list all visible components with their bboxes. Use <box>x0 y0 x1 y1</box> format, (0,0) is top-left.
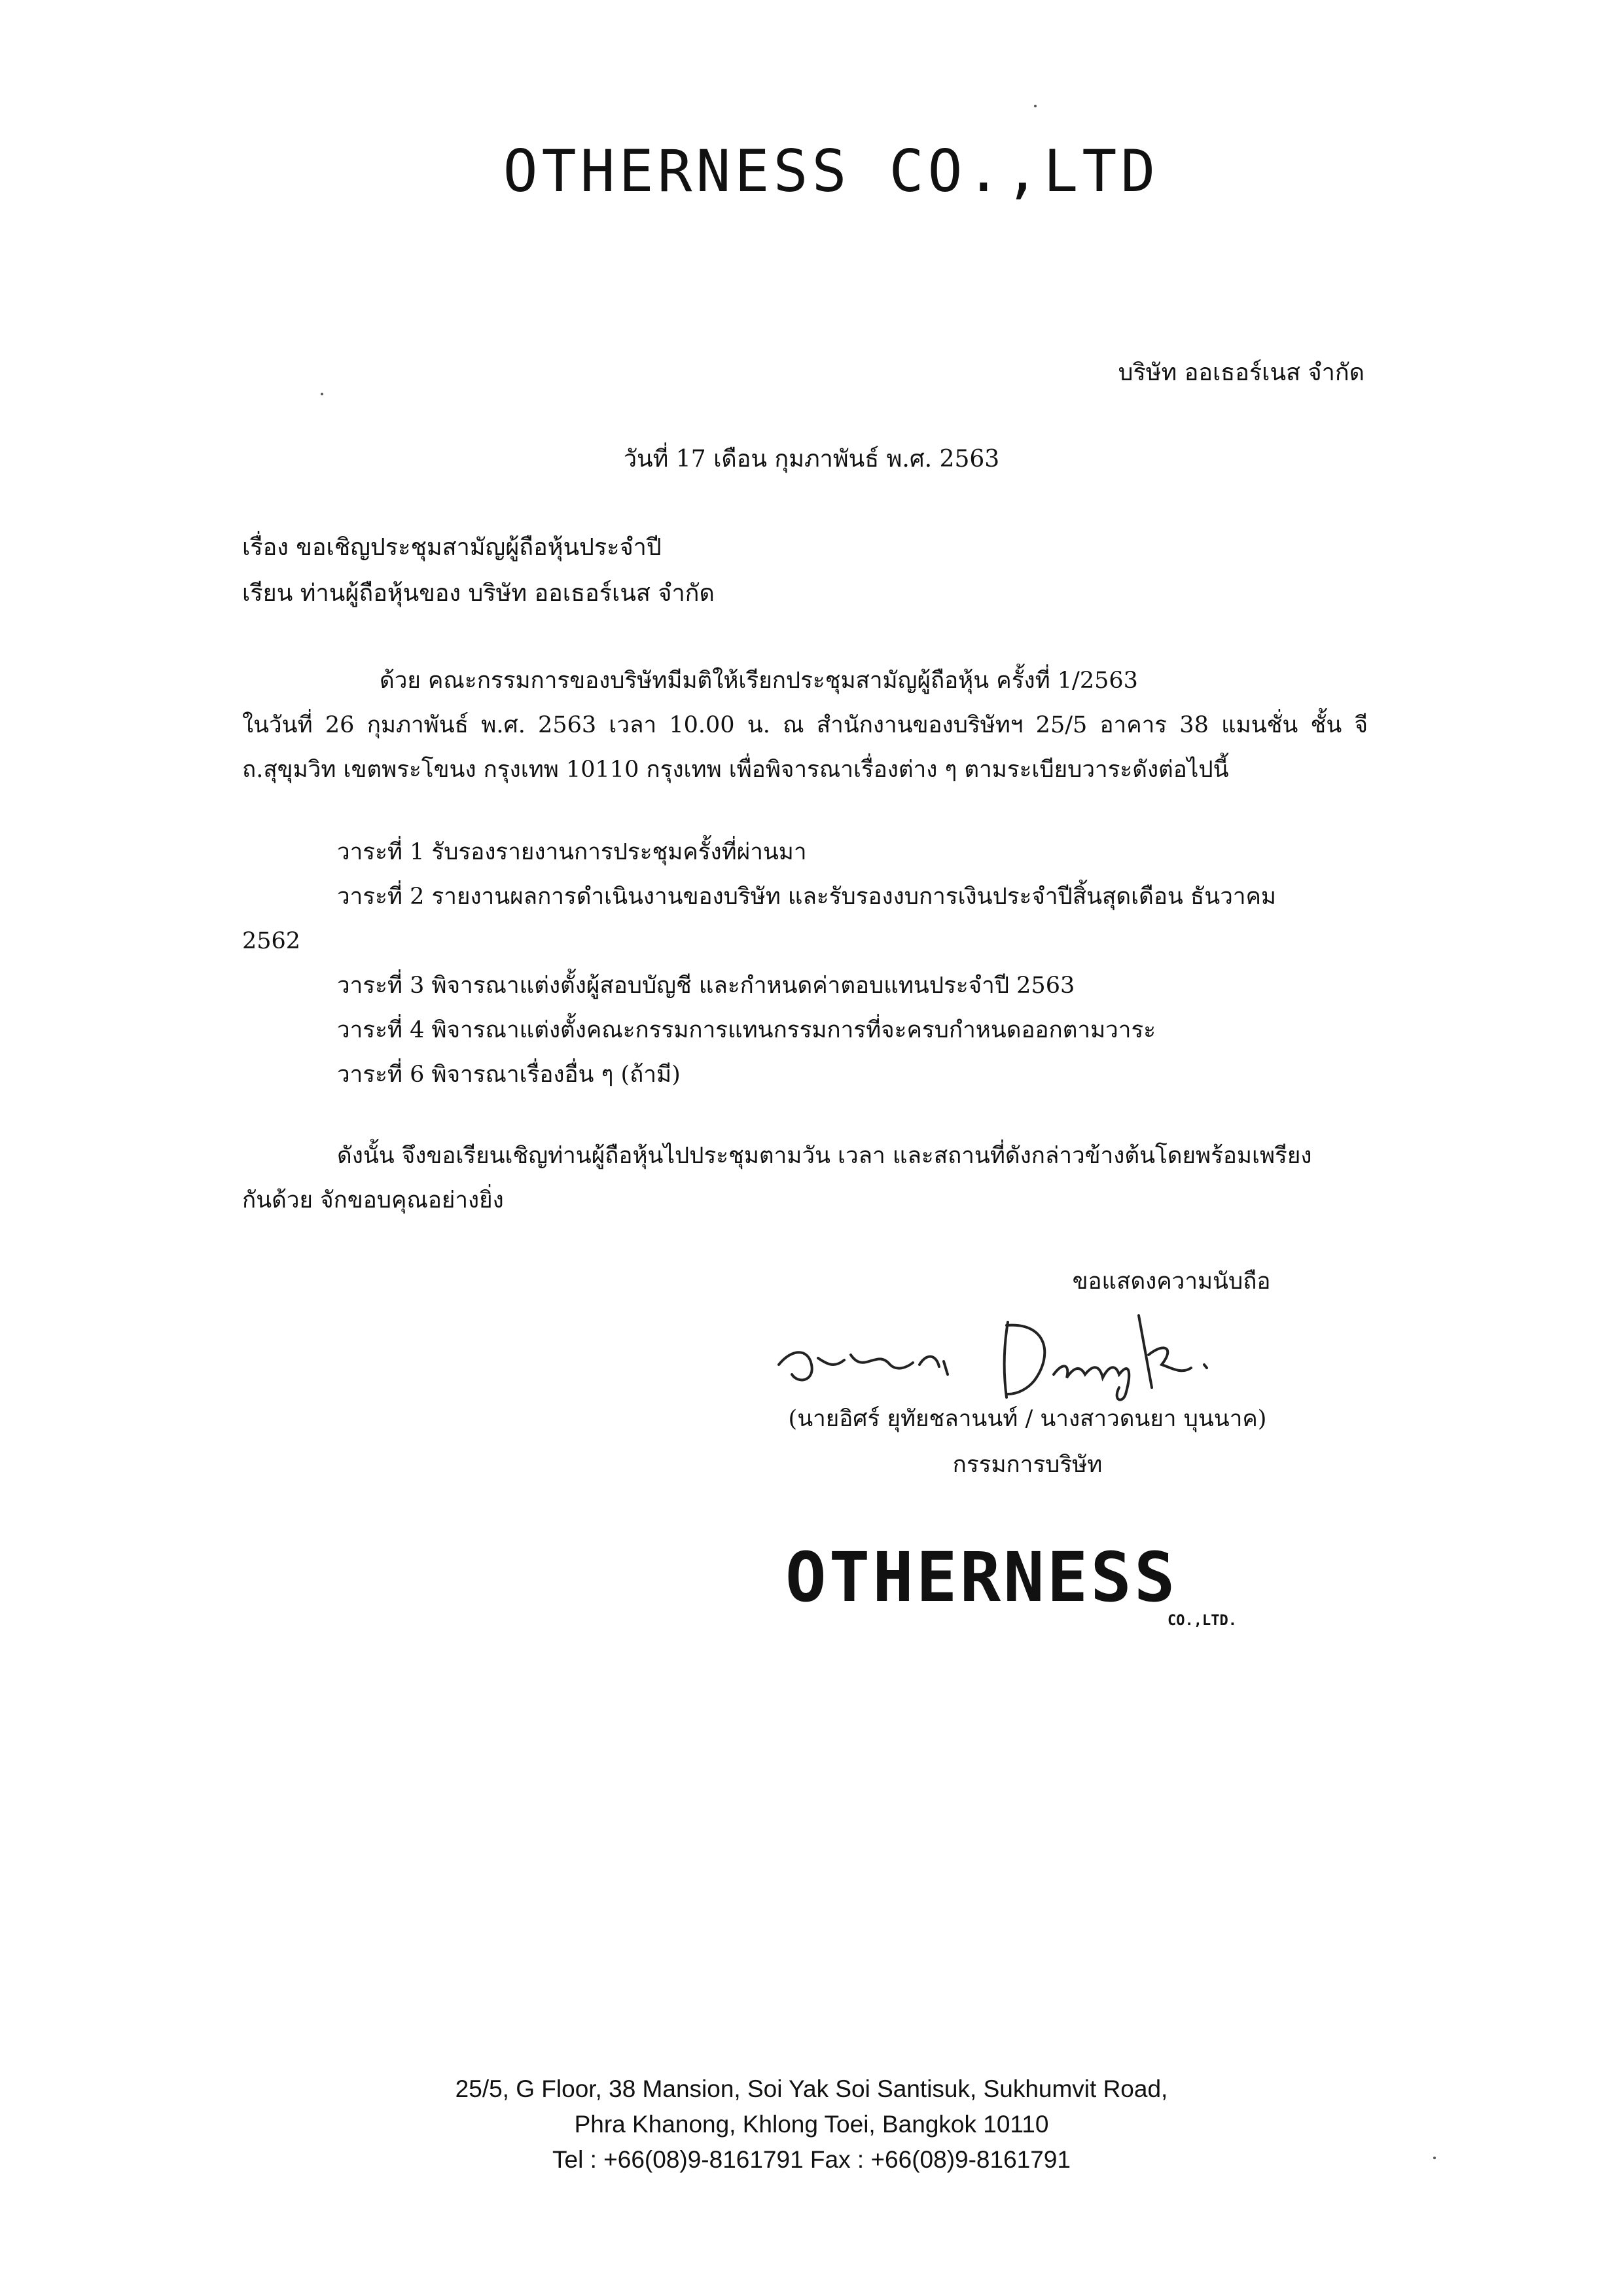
agenda-item: วาระที่ 6 พิจารณาเรื่องอื่น ๆ (ถ้ามี) <box>337 1062 681 1088</box>
subject-line: เรื่อง ขอเชิญประชุมสามัญผู้ถือหุ้นประจำปี <box>242 534 662 561</box>
scan-speck <box>1433 2157 1436 2159</box>
subject-block <box>242 525 715 617</box>
company-name-thai: บริษัท ออเธอร์เนส จำกัด <box>1118 359 1364 386</box>
closing-line-1: ดังนั้น จึงขอเรียนเชิญท่านผู้ถือหุ้นไปประชุมตามวัน เวลา และสถานที่ดังกล่าวข้างต้นโดยพร้อมเพรียง <box>337 1143 1312 1169</box>
sign-off-text: ขอแสดงความนับถือ <box>1072 1268 1271 1295</box>
company-stamp <box>785 1538 1257 1629</box>
signatory-names: (นายอิศร์ ยุทัยชลานนท์ / นางสาวดนยา บุนนาค) <box>788 1406 1267 1432</box>
date-line: วันที่ 17 เดือน กุมภาพันธ์ พ.ศ. 2563 <box>623 446 1000 473</box>
stamp-sub-text: CO.,LTD. <box>1168 1613 1237 1629</box>
agenda-item: วาระที่ 4 พิจารณาแต่งตั้งคณะกรรมการแทนกรรมการที่จะครบกำหนดออกตามวาระ <box>337 1017 1156 1043</box>
closing-line-2: กันด้วย จักขอบคุณอย่างยิ่ง <box>242 1187 504 1213</box>
agenda-item: วาระที่ 2 รายงานผลการดำเนินงานของบริษัท และรับรองงบการเงินประจำปีสิ้นสุดเดือน ธันวาคม <box>337 884 1276 910</box>
agenda-item: วาระที่ 1 รับรองรายงานการประชุมครั้งที่ผ่านมา <box>337 839 807 865</box>
footer-address-line-1: 25/5, G Floor, 38 Mansion, Soi Yak Soi Santisuk, Sukhumvit Road, <box>455 2075 1168 2102</box>
scan-speck <box>321 393 323 395</box>
footer-address-line-2: Phra Khanong, Khlong Toei, Bangkok 10110 <box>574 2111 1049 2138</box>
stamp-main-text: OTHERNESS <box>785 1537 1178 1617</box>
scan-speck <box>1034 105 1037 107</box>
footer-address <box>0 2072 1623 2178</box>
footer-contact: Tel : +66(08)9-8161791 Fax : +66(08)9-8161791 <box>552 2146 1071 2173</box>
intro-paragraph <box>242 658 1368 792</box>
closing-paragraph <box>242 1134 1368 1223</box>
agenda-item: วาระที่ 3 พิจารณาแต่งตั้งผู้สอบบัญชี และกำหนดค่าตอบแทนประจำปี 2563 <box>337 973 1075 999</box>
handwritten-signature <box>772 1302 1257 1414</box>
letterhead-title: OTHERNESS CO.,LTD <box>503 137 1160 205</box>
signatory-title: กรรมการบริษัท <box>952 1452 1103 1478</box>
intro-line-1: ด้วย คณะกรรมการของบริษัทมีมติให้เรียกประชุมสามัญผู้ถือหุ้น ครั้งที่ 1/2563 <box>380 668 1138 694</box>
intro-line-3: ถ.สุขุมวิท เขตพระโขนง กรุงเทพ 10110 กรุงเทพ เพื่อพิจารณาเรื่องต่าง ๆ ตามระเบียบวาระดังต่อไปนี้ <box>242 757 1229 783</box>
intro-line-2: ในวันที่ 26 กุมภาพันธ์ พ.ศ. 2563 เวลา 10.00 น. ณ สำนักงานของบริษัทฯ 25/5 อาคาร 38 แมนชั่น ชั้น จี <box>242 712 1368 738</box>
agenda-list <box>242 830 1368 1097</box>
agenda-item-continuation: 2562 <box>242 928 301 954</box>
addressee-line: เรียน ท่านผู้ถือหุ้นของ บริษัท ออเธอร์เนส จำกัด <box>242 580 715 607</box>
